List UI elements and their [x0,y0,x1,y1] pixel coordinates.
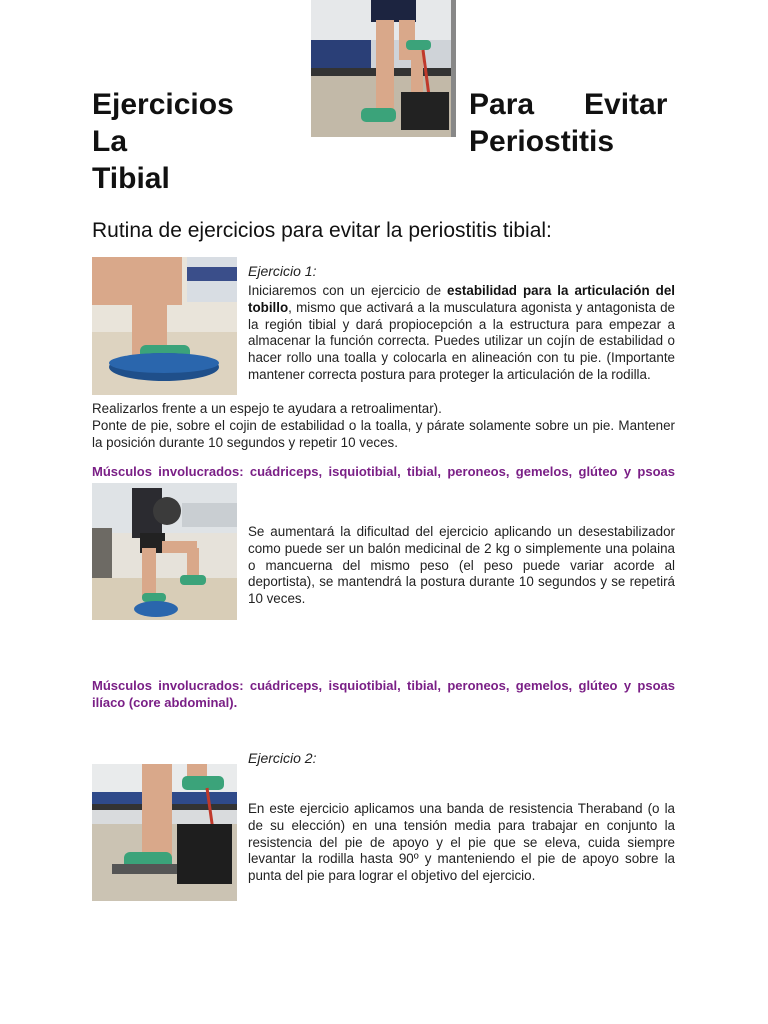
exercise-1-instructions: Ponte de pie, sobre el cojin de estabilidad o la toalla, y párate solamente sobre un pie. Mantener la posición durante 10 segundos y repetir 10 veces. [92,418,675,450]
exercise-1-photo [92,257,237,395]
exercise-1b-muscles: Músculos involucrados: cuádriceps, isquiotibial, tibial, peroneos, gemelos, glúteo y psoas ilíaco (core abdominal). [92,678,675,710]
exercise-2-photo [92,764,237,901]
exercise-1-paragraph [248,283,675,384]
title-word-2: La [92,125,128,158]
exercise-2-label: Ejercicio 2: [248,750,317,766]
exercise-1-muscles-text: Músculos involucrados: cuádriceps, isquiotibial, tibial, peroneos, gemelos, glúteo y psoas [92,464,675,479]
exercise-1-label: Ejercicio 1: [248,263,317,279]
exercise-1b-text: Se aumentará la dificultad del ejercicio aplicando un desestabilizador como puede ser un balón medicinal de 2 kg o simplemente una polaina o mancuerna del mismo peso (el peso puede variar acorde al deportista), se mantendrá la postura durante 10 segundos y se repetirá 10 veces. [248,524,675,607]
header-photo [311,0,456,137]
title-word-4: Para [469,88,535,121]
title-word-1: Ejercicios [92,88,234,121]
exercise-1-mirror-note: Realizarlos frente a un espejo te ayudara a retroalimentar). [92,401,442,416]
exercise-1b-photo [92,483,237,620]
title-word-5: Evitar [584,88,668,121]
subtitle: Rutina de ejercicios para evitar la periostitis tibial: [92,219,552,242]
title-word-3: Tibial [92,162,170,195]
exercise-1-text-start: Iniciaremos con un ejercicio de [248,283,448,298]
exercise-1-text-rest: , mismo que activará a la musculatura agonista y antagonista de la región tibial y dará propiocepción a la estructura para empezar a almacenar la función correcta. Puedes utilizar un cojín de estabilidad o hacer rollo una toalla y colocarla en alineación con tu pie. (Importante mantener correcta postura para proteger la articulación de la rodilla. [248,299,675,382]
exercise-1-text-bold: estabilidad para la articulación del tobillo [248,283,675,315]
title-word-6: Periostitis [469,125,615,158]
exercise-2-text: En este ejercicio aplicamos una banda de resistencia Theraband (o la de su elección) en una tensión media para trabajar en conjunto la resistencia del pie de apoyo y el pie que se eleva, cuida siempre levantar la rodilla hasta 90º y manteniendo el pie de apoyo sobre la punta del pie para lograr el objetivo del ejercicio. [248,801,675,884]
